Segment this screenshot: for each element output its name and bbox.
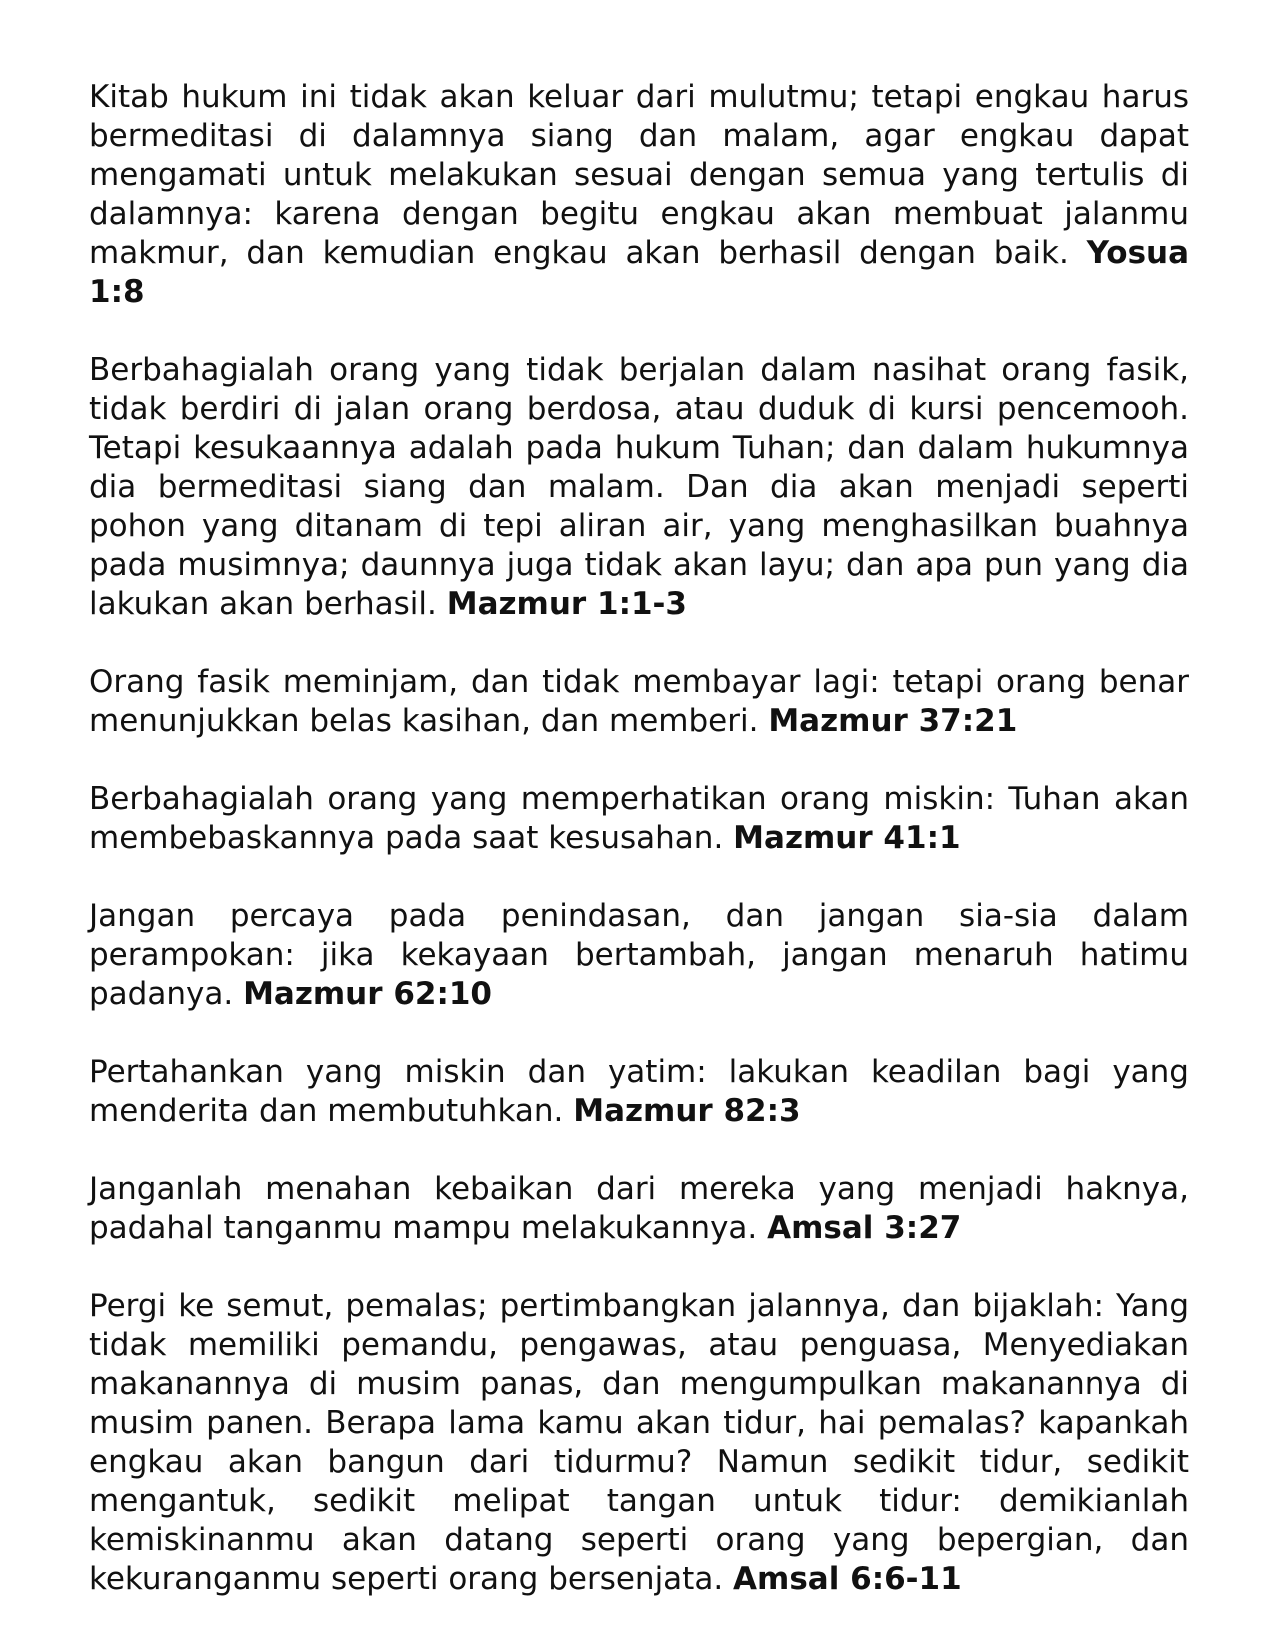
verse-paragraph: [89, 663, 1189, 741]
verse-text: Pergi ke semut, pemalas; pertimbangkan jalannya, dan bijaklah: Yang tidak memiliki pemandu, pengawas, atau penguasa, Menyediakan makanannya di musim panas, dan mengumpulkan makanannya di musim panen. Berapa lama kamu akan tidur, hai pemalas? kapankah engkau akan bangun dari tidurmu? Namun sedikit tidur, sedikit mengantuk, sedikit melipat tangan untuk tidur: demikianlah kemiskinanmu akan datang seperti orang yang bepergian, dan kekuranganmu seperti orang bersenjata.: [89, 1288, 1189, 1597]
verse-text: Jangan percaya pada penindasan, dan jangan sia-sia dalam perampokan: jika kekayaan bertambah, jangan menaruh hatimu padanya.: [89, 898, 1189, 1012]
verse-reference: Mazmur 62:10: [243, 976, 493, 1012]
verse-text: Janganlah menahan kebaikan dari mereka yang menjadi haknya, padahal tanganmu mampu melakukannya.: [89, 1171, 1189, 1246]
verse-reference: Mazmur 82:3: [573, 1093, 801, 1129]
verse-paragraph: [89, 1053, 1189, 1131]
verse-reference: Yosua 1:8: [89, 235, 1190, 310]
verse-reference: Mazmur 37:21: [768, 703, 1018, 739]
verse-reference: Mazmur 1:1-3: [446, 586, 687, 622]
verse-text: Orang fasik meminjam, dan tidak membayar lagi: tetapi orang benar menunjukkan belas kasihan, dan memberi.: [89, 664, 1189, 739]
verse-paragraph: [89, 1170, 1189, 1248]
verse-paragraph: [89, 1287, 1189, 1599]
verse-reference: Amsal 3:27: [767, 1210, 962, 1246]
verse-text: Berbahagialah orang yang tidak berjalan dalam nasihat orang fasik, tidak berdiri di jalan orang berdosa, atau duduk di kursi pencemooh. Tetapi kesukaannya adalah pada hukum Tuhan; dan dalam hukumnya dia bermeditasi siang dan malam. Dan dia akan menjadi seperti pohon yang ditanam di tepi aliran air, yang menghasilkan buahnya pada musimnya; daunnya juga tidak akan layu; dan apa pun yang dia lakukan akan berhasil.: [89, 352, 1189, 622]
verse-reference: Amsal 6:6-11: [733, 1561, 962, 1597]
document-page: [89, 78, 1189, 1638]
verse-paragraph: [89, 78, 1189, 312]
verse-text: Pertahankan yang miskin dan yatim: lakukan keadilan bagi yang menderita dan membutuhkan.: [89, 1054, 1189, 1129]
verse-reference: Mazmur 41:1: [733, 820, 961, 856]
verse-paragraph: [89, 897, 1189, 1014]
verse-paragraph: [89, 780, 1189, 858]
verse-text: Berbahagialah orang yang memperhatikan orang miskin: Tuhan akan membebaskannya pada saat kesusahan.: [89, 781, 1189, 856]
verse-text: Kitab hukum ini tidak akan keluar dari mulutmu; tetapi engkau harus bermeditasi di dalamnya siang dan malam, agar engkau dapat mengamati untuk melakukan sesuai dengan semua yang tertulis di dalamnya: karena dengan begitu engkau akan membuat jalanmu makmur, dan kemudian engkau akan berhasil dengan baik.: [89, 79, 1189, 271]
verse-paragraph: [89, 351, 1189, 624]
